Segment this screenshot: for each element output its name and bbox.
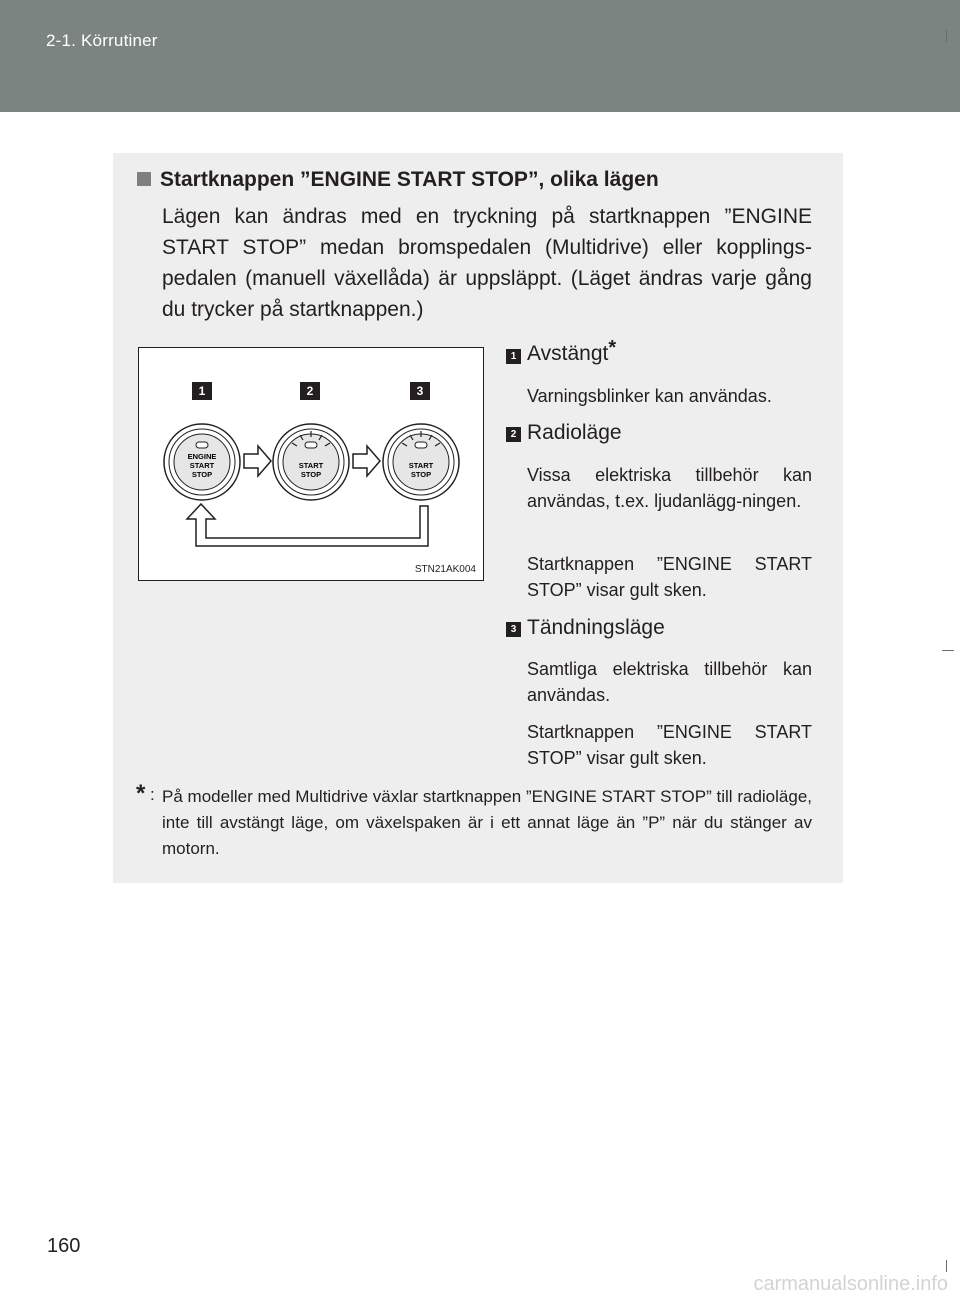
item-description: Startknappen ”ENGINE START STOP” visar gult sken.	[527, 554, 812, 600]
return-arrow-icon	[187, 504, 428, 546]
arrow-right-icon	[244, 446, 271, 476]
start-button-figure	[138, 347, 484, 581]
crop-mark	[946, 30, 947, 42]
item-badge-1: 1	[506, 349, 521, 364]
footnote-colon: :	[150, 785, 155, 804]
button-label-line3: STOP	[410, 470, 432, 479]
figure-badge-2: 2	[300, 382, 320, 400]
button-label-line3: STOP	[191, 470, 213, 479]
arrow-right-icon	[353, 446, 380, 476]
item-badge-3: 3	[506, 622, 521, 637]
figure-badge-1: 1	[192, 382, 212, 400]
square-bullet-icon	[137, 172, 151, 186]
item-title-radio: Radioläge	[527, 421, 622, 444]
page-number: 160	[47, 1235, 81, 1257]
item-title-text: Avstängt	[527, 342, 609, 365]
button-label-line2: START	[408, 461, 434, 470]
section-heading	[137, 168, 659, 192]
section-heading-text: Startknappen ”ENGINE START STOP”, olika lägen	[160, 168, 659, 191]
item-description: Varningsblinker kan användas.	[527, 386, 772, 406]
item-description: Samtliga elektriska tillbehör kan användas.	[527, 659, 812, 705]
watermark: carmanualsonline.info	[753, 1273, 948, 1295]
button-label-line3: STOP	[300, 470, 322, 479]
section-intro: Lägen kan ändras med en tryckning på startknappen ”ENGINE START STOP” medan bromspedalen (Multidrive) eller kopplings-pedalen (manuell växellåda) är uppsläppt. (Läget ändras varje gång du trycker på startknappen.)	[162, 205, 812, 321]
mode-cycle-diagram	[139, 348, 483, 580]
crop-mark	[946, 1260, 947, 1272]
figure-badge-3: 3	[410, 382, 430, 400]
button-label-line2: START	[298, 461, 324, 470]
chapter-title: 2-1. Körrutiner	[46, 31, 158, 50]
item-description: Startknappen ”ENGINE START STOP” visar gult sken.	[527, 722, 812, 768]
item-title-ignition: Tändningsläge	[527, 616, 665, 639]
item-badge-2: 2	[506, 427, 521, 442]
footnote-marker: *	[136, 780, 146, 807]
page-header	[0, 0, 960, 112]
asterisk-marker: *	[608, 337, 617, 359]
item-description: Vissa elektriska tillbehör kan användas, t.ex. ljudanlägg-ningen.	[527, 465, 812, 511]
button-label-line1: ENGINE	[187, 452, 217, 461]
figure-code: STN21AK004	[414, 564, 476, 575]
footnote-text: På modeller med Multidrive växlar startknappen ”ENGINE START STOP” till radioläge, inte till avstängt läge, om växelspaken är i ett annat läge än ”P” när du stänger av motorn.	[162, 787, 812, 858]
item-title-off	[527, 337, 617, 366]
button-label-line2: START	[189, 461, 215, 470]
crop-mark	[942, 650, 954, 651]
